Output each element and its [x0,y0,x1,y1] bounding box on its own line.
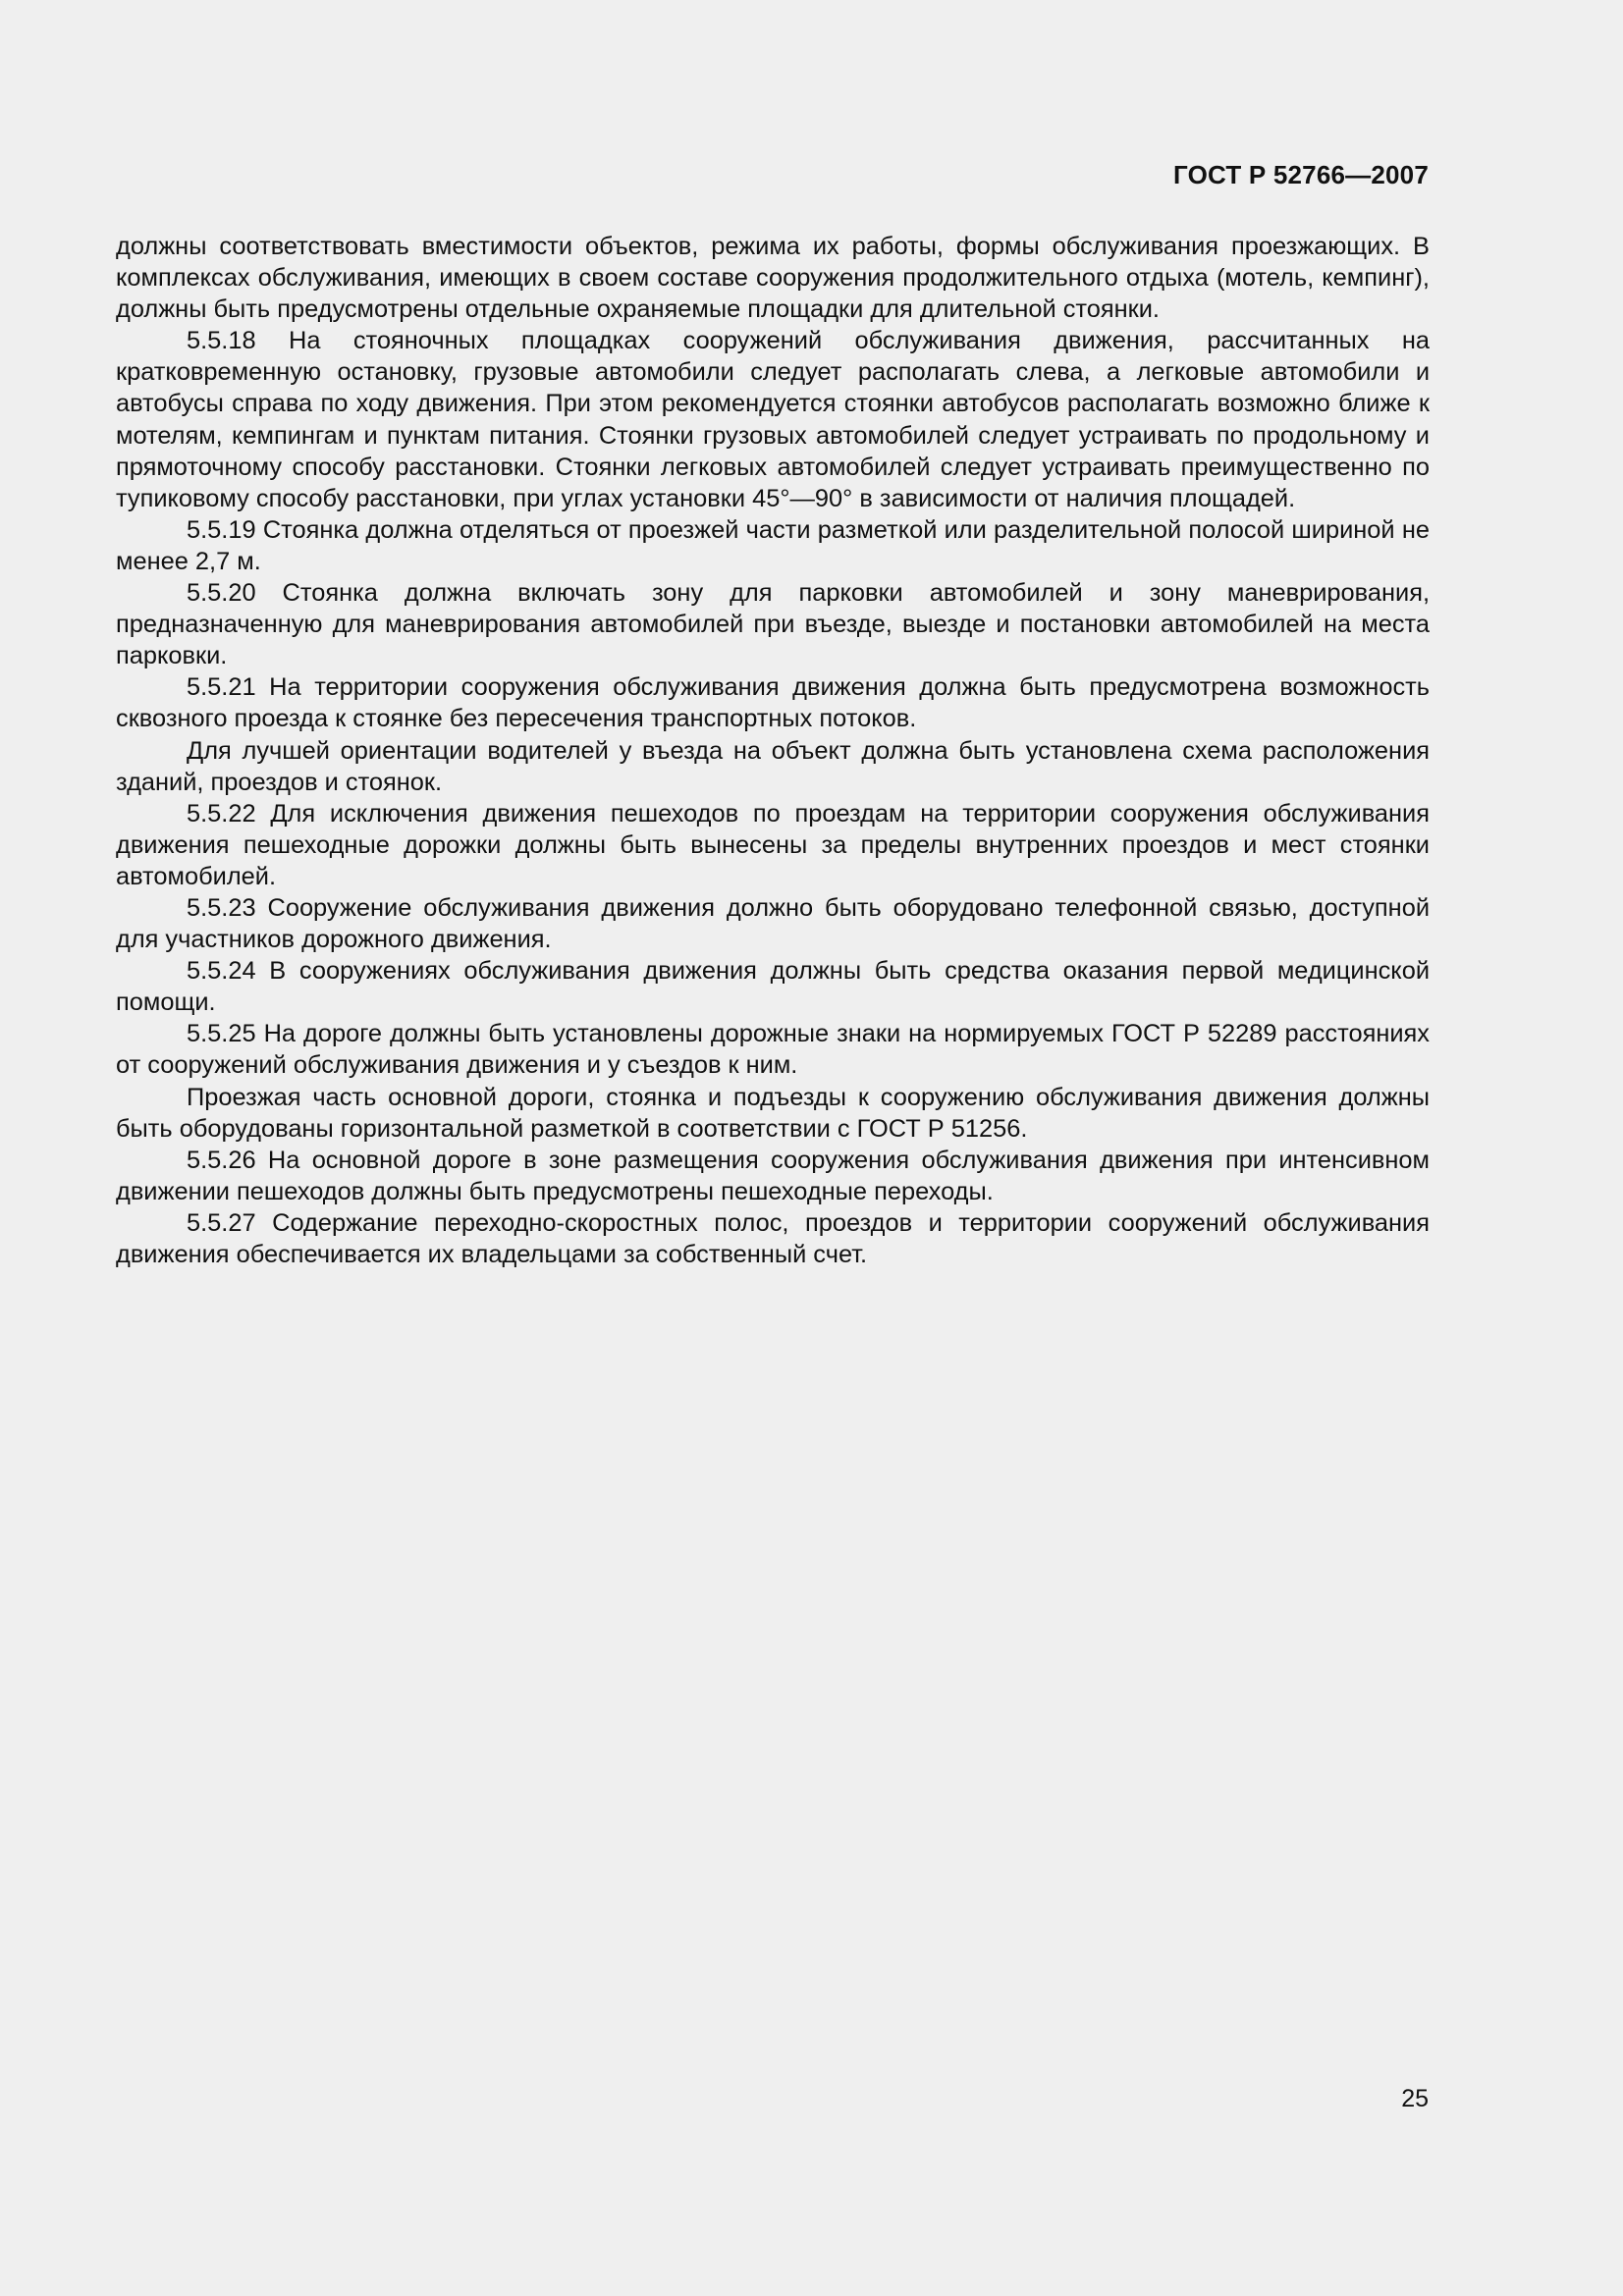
paragraph-5-5-20: 5.5.20 Стоянка должна включать зону для парковки автомобилей и зону маневрирования, предназначенную для маневрирования автомобилей при въезде, выезде и постановки автомобилей на места парковки. [116,579,1430,670]
paragraph-5-5-27: 5.5.27 Содержание переходно-скоростных полос, проездов и территории сооружений обслуживания движения обеспечивается их владельцами за собственный счет. [116,1208,1430,1268]
paragraph-5-5-18: 5.5.18 На стояночных площадках сооружений обслуживания движения, рассчитанных на кратковременную остановку, грузовые автомобили следует располагать слева, а легковые автомобили и автобусы справа по ходу движения. При этом рекомендуется стоянки автобусов располагать возможно ближе к мотелям, кемпингам и пунктам питания. Стоянки грузовых автомобилей следует устраивать по продольному и прямоточному способу расстановки. Стоянки легковых автомобилей следует устраивать преимущественно по тупиковому способу расстановки, при углах установки 45°—90° в зависимости от наличия площадей. [116,327,1430,512]
paragraph-5-5-23: 5.5.23 Сооружение обслуживания движения должно быть оборудовано телефонной связью, доступной для участников дорожного движения. [116,893,1430,954]
paragraph-5-5-25-note: Проезжая часть основной дороги, стоянка и подъезды к сооружению обслуживания движения должны быть оборудованы горизонтальной разметкой в соответствии с ГОСТ Р 51256. [116,1083,1430,1143]
paragraph-5-5-21-note: Для лучшей ориентации водителей у въезда на объект должна быть установлена схема расположения зданий, проездов и стоянок. [116,736,1430,796]
paragraph-5-5-19: 5.5.19 Стоянка должна отделяться от проезжей части разметкой или разделительной полосой шириной не менее 2,7 м. [116,515,1430,575]
paragraph-5-5-25: 5.5.25 На дороге должны быть установлены дорожные знаки на нормируемых ГОСТ Р 52289 расстояниях от сооружений обслуживания движения и у съездов к ним. [116,1020,1430,1080]
paragraph-5-5-24: 5.5.24 В сооружениях обслуживания движения должны быть средства оказания первой медицинской помощи. [116,957,1430,1017]
paragraph-continuation: должны соответствовать вместимости объектов, режима их работы, формы обслуживания проезжающих. В комплексах обслуживания, имеющих в своем составе сооружения продолжительного отдыха (мотель, кемпинг), должны быть предусмотрены отдельные охраняемые площадки для длительной стоянки. [116,233,1430,324]
paragraph-5-5-21: 5.5.21 На территории сооружения обслуживания движения должна быть предусмотрена возможность сквозного проезда к стоянке без пересечения транспортных потоков. [116,673,1430,733]
paragraph-5-5-26: 5.5.26 На основной дороге в зоне размещения сооружения обслуживания движения при интенсивном движении пешеходов должны быть предусмотрены пешеходные переходы. [116,1146,1430,1205]
paragraph-5-5-22: 5.5.22 Для исключения движения пешеходов по проездам на территории сооружения обслуживания движения пешеходные дорожки должны быть вынесены за пределы внутренних проездов и мест стоянки автомобилей. [116,799,1430,890]
document-body [116,231,1430,1270]
page-number: 25 [1401,2085,1429,2112]
document-header: ГОСТ Р 52766—2007 [1173,160,1429,189]
